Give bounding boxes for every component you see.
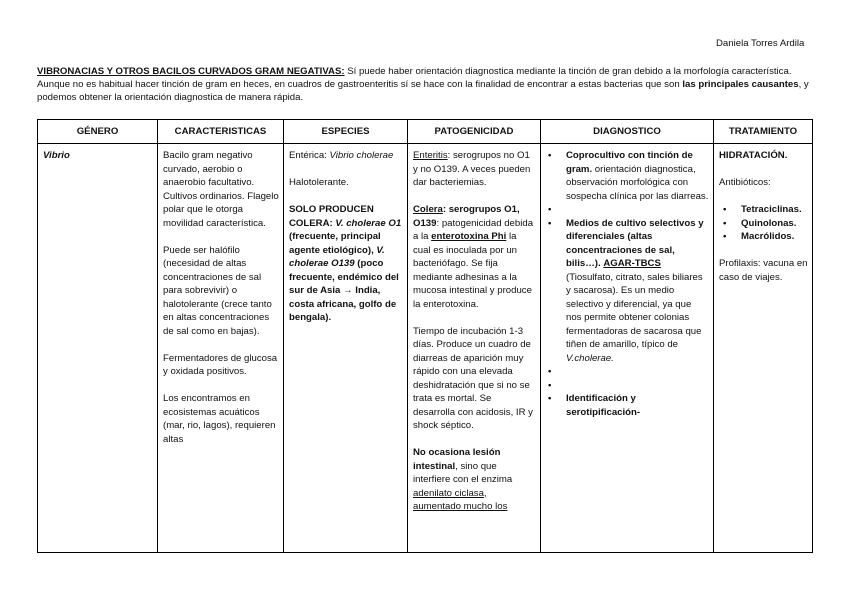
tratamiento-hidratacion: HIDRATACIÓN. — [719, 150, 788, 161]
caracteristicas-p3: Fermentadores de glucosa y oxidada positivos. — [163, 352, 278, 377]
tratamiento-antibioticos: Antibióticos: — [719, 177, 771, 188]
list-item: • Macrólidos. — [719, 230, 808, 244]
list-item — [544, 392, 709, 419]
lesion-text: , sino que interfiere con el enzima — [413, 460, 513, 485]
agar-tbcs-text: (Tiosulfato, citrato, sales biliares y sacarosa). Es un medio selectivo y diferencial, ya que nos permite obtener colonias fermentadoras de sacarosa que tiñen de amarillo, típico de — [566, 271, 703, 350]
header-caracteristicas: CARACTERISTICAS — [158, 120, 284, 144]
vibrio-table — [37, 119, 813, 553]
list-spacer — [544, 365, 709, 379]
caracteristicas-p4: Los encontramos en ecosistemas acuáticos (mar, rio, lagos), requieren altas — [163, 393, 276, 445]
cell-especies — [284, 144, 408, 553]
caracteristicas-p1: Bacilo gram negativo curvado, aerobio o anaerobio facultativo. Cultivos ordinarios. Flagelo polar que le otorga movilidad característica. — [163, 150, 279, 229]
colera-text2: la cual es inoculada por un bacteriófago. Se fija mediante adhesinas a la mucosa intestinal y produce la enterotoxina. — [413, 231, 532, 310]
agar-species: V.cholerae. — [566, 352, 614, 364]
intro-bold: las principales causantes — [682, 79, 799, 90]
tratamiento-profilaxis: Profilaxis: vacuna en caso de viajes. — [719, 258, 808, 283]
especies-halotolerante: Halotolerante. — [289, 177, 349, 188]
patogenicidad-lesion — [413, 446, 536, 514]
diag-item3-bold: Identificación y serotipificación- — [566, 393, 641, 418]
patogenicidad-colera — [413, 203, 536, 311]
o139-regions: India, costa africana, golfo de bengala). — [289, 285, 397, 323]
patogenicidad-incubacion: Tiempo de incubación 1-3 días. Produce un cuadro de diarreas de aparición muy rápido con una elevada deshidratación que si no se trata es mortal. Se desarrolla con acidosis, IR y shock séptico. — [413, 325, 533, 431]
intro-title: VIBRONACIAS Y OTROS BACILOS CURVADOS GRAM NEGATIVAS: — [37, 66, 345, 77]
header-genero: GÉNERO — [38, 120, 158, 144]
intro-text: Sí puede haber orientación diagnostica mediante la tinción de gran debido a la morfología característica. Aunque no es habitual hacer tinción de gram en heces, en cuadros de gastroenteritis sí se hace con la finalidad de encontrar a estas bacterias que son — [37, 66, 792, 90]
lesion-bold: No ocasiona lesión intestinal — [413, 447, 501, 472]
header-patogenicidad: PATOGENICIDAD — [408, 120, 541, 144]
intro-text-end: , y podemos obtener la orientación diagnostica de manera rápida. — [37, 79, 809, 103]
patogenicidad-enteritis — [413, 149, 536, 190]
cell-caracteristicas — [158, 144, 284, 553]
list-item: • Quinolonas. — [719, 217, 808, 231]
colera-pat-label: Colera — [413, 204, 443, 215]
diagnostico-list — [544, 149, 709, 419]
cell-diagnostico — [541, 144, 714, 553]
header-especies: ESPECIES — [284, 120, 408, 144]
o139-note: (poco frecuente, endémico del sur de Asia — [289, 258, 399, 296]
enteritis-text: : serogrupos no O1 y no O139. A veces pueden dar bacteriemias. — [413, 150, 531, 188]
enterica-species: Vibrio cholerae — [329, 150, 394, 161]
header-diagnostico: DIAGNOSTICO — [541, 120, 714, 144]
list-spacer — [544, 203, 709, 217]
author-name: Daniela Torres Ardila — [716, 38, 805, 49]
intro-paragraph — [37, 65, 819, 104]
cell-genero — [38, 144, 158, 553]
caracteristicas-p2: Puede ser halófilo (necesidad de altas concentraciones de sal para sobrevivir) o halotolerante (crece tanto en altas concentraciones de sal como en bajas). — [163, 244, 272, 337]
header-tratamiento: TRATAMIENTO — [714, 120, 813, 144]
colera-label: SOLO PRODUCEN COLERA: — [289, 204, 374, 229]
list-spacer — [544, 379, 709, 393]
diag-item2-bold: Medios de cultivo selectivos y diferenciales (altas concentraciones de sal, bilis…). — [566, 217, 704, 269]
list-item — [544, 217, 709, 366]
list-item: • Tetraciclinas. — [719, 203, 808, 217]
enterica-label: Entérica: — [289, 150, 330, 161]
v-cholerae-o1: V. cholerae O1 — [335, 217, 402, 229]
v-cholerae-o139: V. cholerae O139 — [289, 244, 385, 269]
colera-serogroups: : serogrupos O1, O139 — [413, 204, 520, 229]
o1-note: (frecuente, principal agente etiológico), — [289, 231, 381, 256]
arrow-icon: → — [343, 285, 353, 296]
cell-patogenicidad — [408, 144, 541, 553]
especies-enterica — [289, 149, 403, 163]
especies-colera — [289, 203, 403, 325]
enterotoxina-phi: enterotoxina Phi — [431, 231, 507, 242]
table-row — [38, 144, 813, 553]
tratamiento-drug-list — [719, 203, 808, 244]
list-item — [544, 149, 709, 203]
adenilato-ciclasa: adenilato ciclasa, aumentado mucho los — [413, 487, 508, 512]
cell-tratamiento — [714, 144, 813, 553]
genero-value: Vibrio — [43, 150, 70, 161]
diag-item1-text: orientación diagnostica, observación morfológica con sospecha clínica por las diarreas. — [566, 163, 709, 202]
enteritis-label: Enteritis — [413, 150, 448, 161]
diag-item1-bold: Coprocultivo con tinción de gram. — [566, 150, 693, 175]
agar-tbcs-label: AGAR-TBCS — [603, 258, 661, 269]
table-header-row — [38, 120, 813, 144]
colera-text1: : patogenicidad debida a la — [413, 217, 534, 242]
